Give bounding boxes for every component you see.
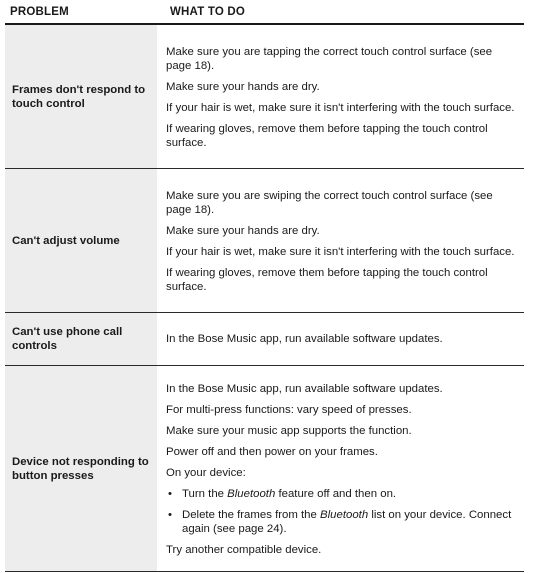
problem-text: Device not responding to button presses [12,455,149,482]
solution-text: On your device: [166,466,246,479]
solution-text: If wearing gloves, remove them before tapping the touch control surface. [166,122,488,149]
solution-text: Power off and then power on your frames. [166,445,378,458]
bullet-item [166,487,516,501]
solution-text: If wearing gloves, remove them before tapping the touch control surface. [166,266,488,293]
solution-text: If your hair is wet, make sure it isn't interfering with the touch surface. [166,245,515,258]
what-to-do-cell [157,366,524,571]
bullet-text-part: Turn the [182,487,228,500]
bullet-text [182,487,516,501]
bullet-text-italic: Bluetooth [320,508,369,521]
problem-cell [5,313,157,365]
bullet-dot-icon: • [168,508,172,521]
what-to-do-cell [157,25,524,168]
solution-text: If your hair is wet, make sure it isn't interfering with the touch surface. [166,101,515,114]
solution-text: Make sure you are tapping the correct touch control surface (see page 18). [166,45,493,72]
what-to-do-cell [157,169,524,312]
problem-text: Can't use phone call controls [12,326,123,352]
problem-cell [5,366,157,571]
solution-text: Make sure your music app supports the function. [166,424,412,437]
bullet-text-part: Delete the frames from the [182,508,321,521]
bullet-item [166,508,516,536]
problem-cell [5,25,157,168]
solution-text: For multi-press functions: vary speed of presses. [166,403,412,416]
table-row [5,313,524,366]
table-row [5,25,524,169]
problem-text: Can't adjust volume [12,234,120,247]
solution-text: In the Bose Music app, run available software updates. [166,382,443,395]
solution-text: Make sure your hands are dry. [166,80,320,93]
solution-text: Make sure your hands are dry. [166,224,320,237]
bullet-text-part: list on your device. Connect again (see page 24). [182,508,512,535]
solution-text: Try another compatible device. [166,543,322,556]
table-row [5,169,524,313]
table-row [5,366,524,572]
problem-text: Frames don't respond to touch control [12,83,146,110]
troubleshooting-table [5,0,524,572]
what-to-do-cell [157,313,524,365]
bullet-text [182,508,516,536]
table-header [5,0,524,25]
solution-text: In the Bose Music app, run available software updates. [166,333,443,345]
bullet-dot-icon: • [168,487,172,500]
header-problem: PROBLEM [10,6,69,18]
solution-text: Make sure you are swiping the correct touch control surface (see page 18). [166,189,493,216]
header-what-to-do: WHAT TO DO [170,6,246,18]
bullet-text-italic: Bluetooth [227,487,276,500]
problem-cell [5,169,157,312]
bullet-text-part: feature off and then on. [275,487,397,500]
